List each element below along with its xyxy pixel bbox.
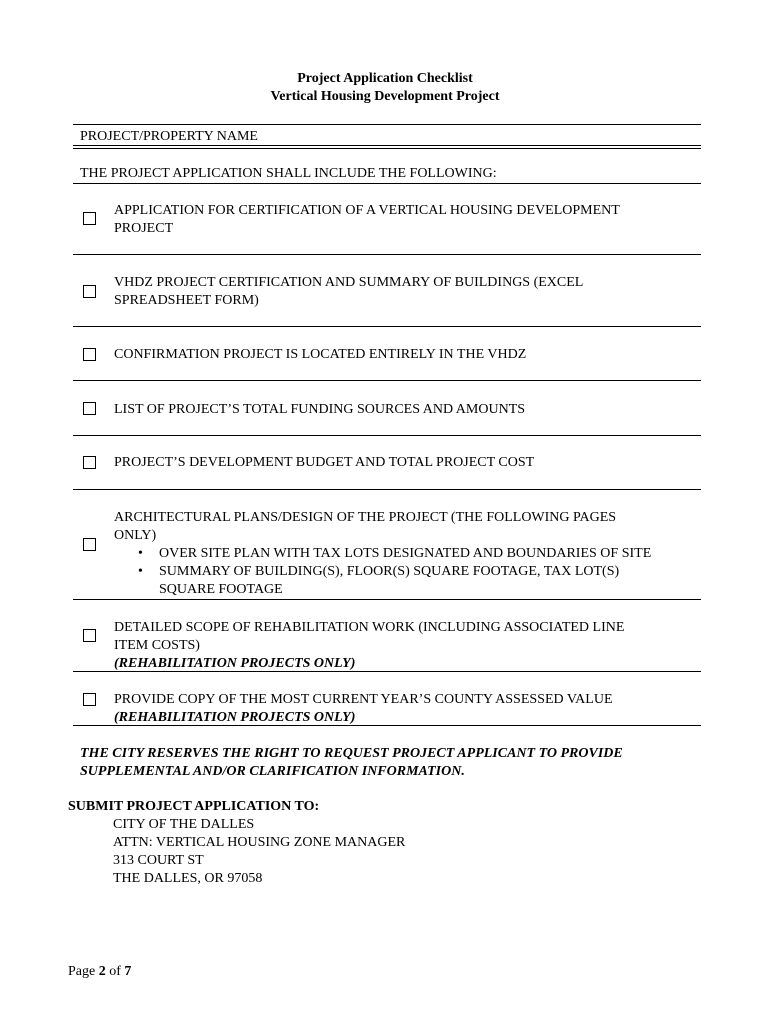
page-word: Page <box>68 964 96 979</box>
document-subtitle: Vertical Housing Development Project <box>270 89 500 104</box>
divider <box>73 254 701 255</box>
divider <box>73 435 701 436</box>
submit-heading: SUBMIT PROJECT APPLICATION TO: <box>68 799 320 814</box>
item-text-line: CONFIRMATION PROJECT IS LOCATED ENTIRELY IN THE VHDZ <box>114 347 527 362</box>
of-word: of <box>109 964 121 979</box>
checkbox-confirmation-located[interactable] <box>83 348 96 361</box>
notice-line: THE CITY RESERVES THE RIGHT TO REQUEST PROJECT APPLICANT TO PROVIDE <box>80 746 623 761</box>
checkbox-vhdz-certification[interactable] <box>83 285 96 298</box>
page-footer <box>68 963 131 981</box>
city-notice <box>80 745 710 781</box>
mailing-address <box>113 816 405 888</box>
rehabilitation-note: (REHABILITATION PROJECTS ONLY) <box>114 710 356 725</box>
divider <box>73 326 701 327</box>
address-line: ATTN: VERTICAL HOUSING ZONE MANAGER <box>113 835 406 850</box>
divider <box>73 671 701 672</box>
item-text-line: PROVIDE COPY OF THE MOST CURRENT YEAR’S COUNTY ASSESSED VALUE <box>114 692 613 707</box>
item-text-line: PROJECT <box>114 221 174 236</box>
divider <box>73 183 701 184</box>
checklist-item <box>114 202 694 238</box>
item-text-line: ONLY) <box>114 528 157 543</box>
bullet-list <box>114 545 694 599</box>
bullet-item: • SUMMARY OF BUILDING(S), FLOOR(S) SQUARE FOOTAGE, TAX LOT(S) SQUARE FOOTAGE <box>114 563 639 599</box>
item-text-line: DETAILED SCOPE OF REHABILITATION WORK (INCLUDING ASSOCIATED LINE <box>114 620 625 635</box>
item-text-line: LIST OF PROJECT’S TOTAL FUNDING SOURCES AND AMOUNTS <box>114 402 526 417</box>
include-heading: THE PROJECT APPLICATION SHALL INCLUDE THE FOLLOWING: <box>80 166 497 181</box>
item-text-line: ARCHITECTURAL PLANS/DESIGN OF THE PROJECT (THE FOLLOWING PAGES <box>114 510 617 525</box>
page-number: 2 <box>98 964 106 979</box>
checklist-item <box>114 509 694 599</box>
item-text-line: SPREADSHEET FORM) <box>114 293 259 308</box>
project-name-field[interactable] <box>73 145 701 149</box>
divider <box>73 380 701 381</box>
checklist-item <box>114 691 694 727</box>
rehabilitation-note: (REHABILITATION PROJECTS ONLY) <box>114 656 356 671</box>
checkbox-application-certification[interactable] <box>83 212 96 225</box>
checkbox-funding-sources[interactable] <box>83 402 96 415</box>
divider <box>73 725 701 726</box>
checklist-item <box>114 346 694 364</box>
bullet-item: • OVER SITE PLAN WITH TAX LOTS DESIGNATED AND BOUNDARIES OF SITE <box>114 545 694 563</box>
checklist-item <box>114 401 694 419</box>
document-title: Project Application Checklist <box>297 71 473 86</box>
project-name-label: PROJECT/PROPERTY NAME <box>80 129 258 144</box>
checklist-item <box>114 454 694 472</box>
divider <box>73 124 701 125</box>
checklist-item <box>114 619 694 673</box>
address-line: CITY OF THE DALLES <box>113 817 255 832</box>
notice-line: SUPPLEMENTAL AND/OR CLARIFICATION INFORMATION. <box>80 764 465 779</box>
total-pages: 7 <box>124 964 132 979</box>
divider <box>73 489 701 490</box>
address-line: THE DALLES, OR 97058 <box>113 871 263 886</box>
checklist-item <box>114 274 694 310</box>
checkbox-architectural-plans[interactable] <box>83 538 96 551</box>
item-text-line: ITEM COSTS) <box>114 638 200 653</box>
item-text-line: VHDZ PROJECT CERTIFICATION AND SUMMARY OF BUILDINGS (EXCEL <box>114 275 584 290</box>
checkbox-development-budget[interactable] <box>83 456 96 469</box>
checkbox-rehabilitation-scope[interactable] <box>83 629 96 642</box>
checkbox-assessed-value[interactable] <box>83 693 96 706</box>
divider <box>73 599 701 600</box>
item-text-line: PROJECT’S DEVELOPMENT BUDGET AND TOTAL PROJECT COST <box>114 455 535 470</box>
address-line: 313 COURT ST <box>113 853 204 868</box>
item-text-line: APPLICATION FOR CERTIFICATION OF A VERTICAL HOUSING DEVELOPMENT <box>114 203 620 218</box>
